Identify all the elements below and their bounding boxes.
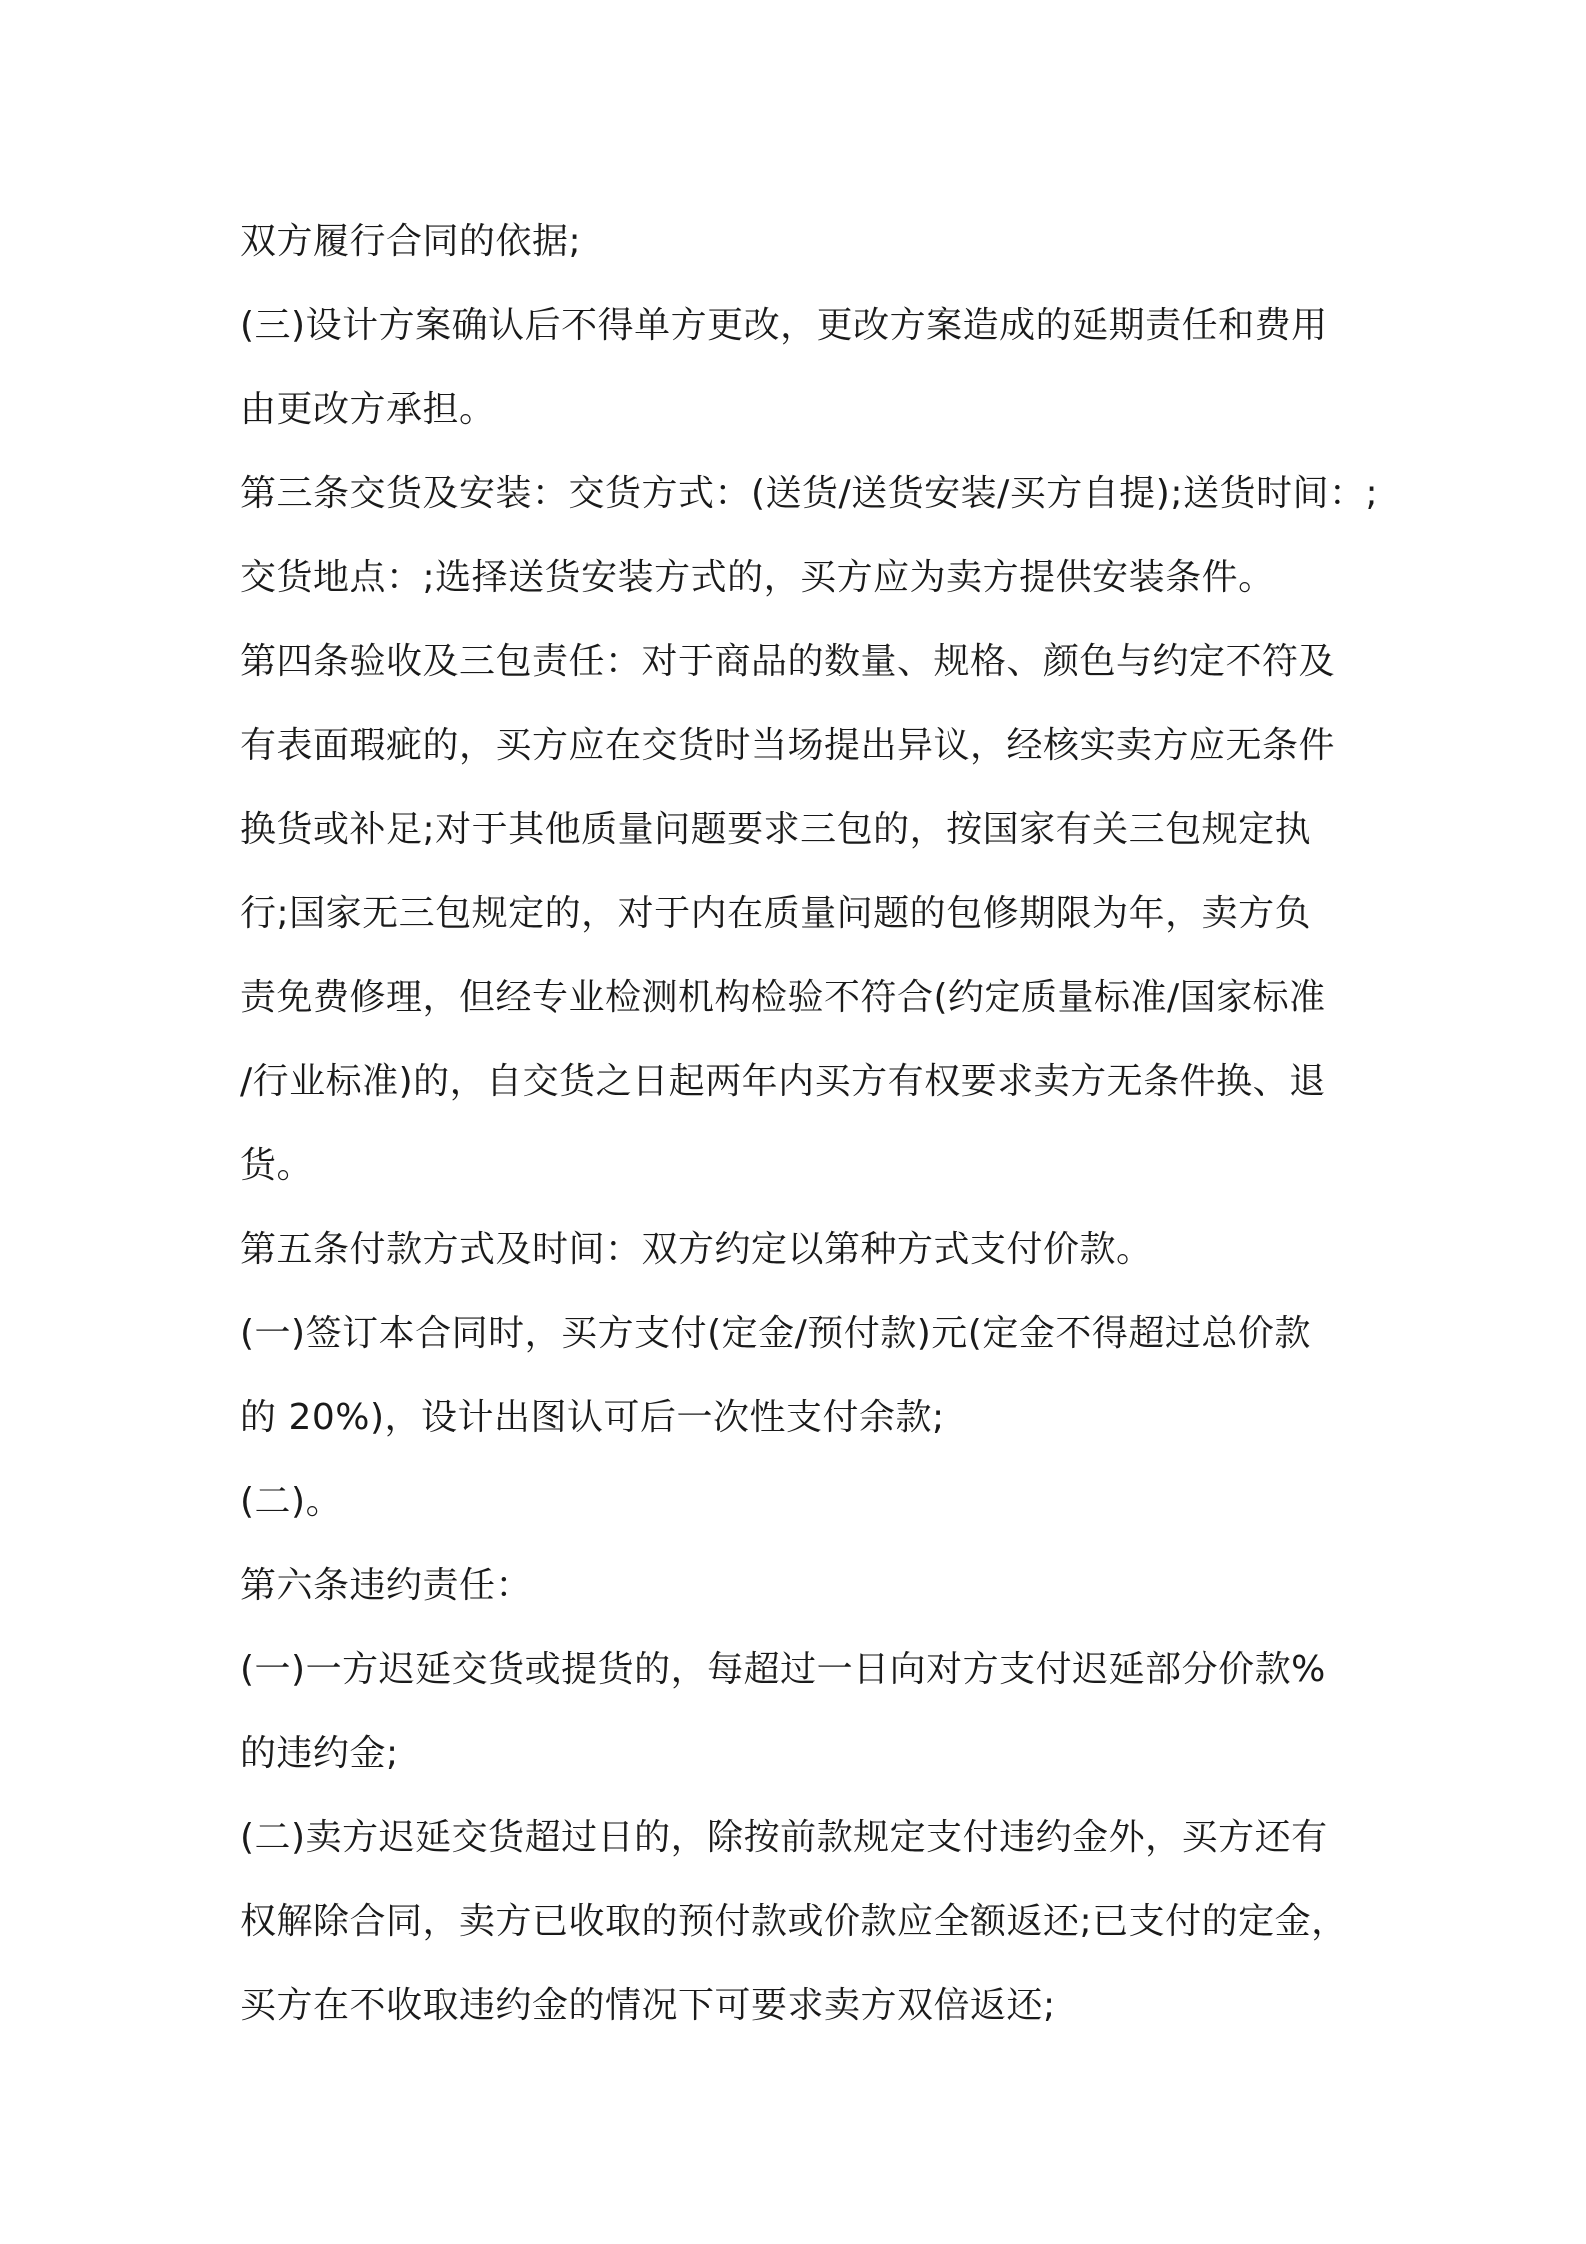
text-line: (一)签订本合同时，买方支付(定金/预付款)元(定金不得超过总价款 [240, 1313, 1311, 1354]
text-line: 第六条违约责任： [240, 1565, 533, 1606]
text-line: 行;国家无三包规定的，对于内在质量问题的包修期限为年，卖方负 [240, 893, 1312, 934]
text-line: (二)。 [240, 1481, 343, 1522]
text-line: 的违约金; [240, 1733, 399, 1774]
text-line: 由更改方承担。 [240, 389, 496, 430]
document-body [240, 200, 1379, 2048]
text-line: 买方在不收取违约金的情况下可要求卖方双倍返还; [240, 1985, 1056, 2026]
text-line: 第三条交货及安装：交货方式：(送货/送货安装/买方自提);送货时间：; [240, 473, 1379, 514]
text-line: (二)卖方迟延交货超过日的，除按前款规定支付违约金外，买方还有 [240, 1817, 1328, 1858]
text-line: 的 20%)，设计出图认可后一次性支付余款; [240, 1397, 945, 1438]
text-line: 换货或补足;对于其他质量问题要求三包的，按国家有关三包规定执 [240, 809, 1312, 850]
text-line: 第五条付款方式及时间：双方约定以第种方式支付价款。 [240, 1229, 1153, 1270]
text-line: 责免费修理，但经专业检测机构检验不符合(约定质量标准/国家标准 [240, 977, 1326, 1018]
text-line: 货。 [240, 1145, 314, 1186]
text-line: 第四条验收及三包责任：对于商品的数量、规格、颜色与约定不符及 [240, 641, 1336, 682]
text-line: 权解除合同，卖方已收取的预付款或价款应全额返还;已支付的定金， [240, 1901, 1348, 1942]
text-line: 双方履行合同的依据; [240, 221, 582, 262]
text-line: 交货地点：;选择送货安装方式的，买方应为卖方提供安装条件。 [240, 557, 1275, 598]
text-line: 有表面瑕疵的，买方应在交货时当场提出异议，经核实卖方应无条件 [240, 725, 1336, 766]
text-line: (三)设计方案确认后不得单方更改，更改方案造成的延期责任和费用 [240, 305, 1328, 346]
text-line: /行业标准)的，自交货之日起两年内买方有权要求卖方无条件换、退 [240, 1061, 1326, 1102]
text-line: (一)一方迟延交货或提货的，每超过一日向对方支付迟延部分价款% [240, 1649, 1326, 1690]
